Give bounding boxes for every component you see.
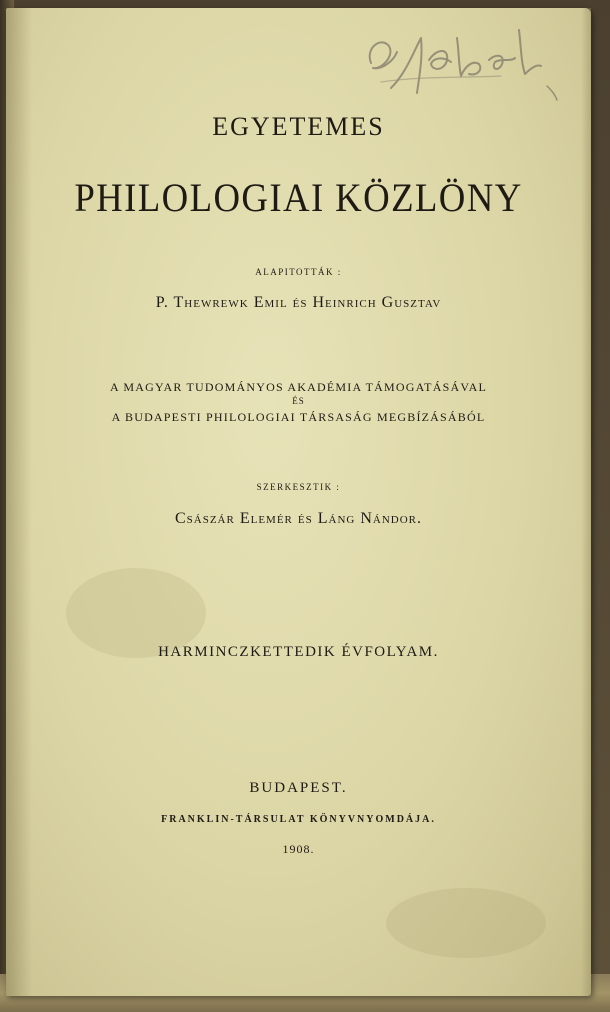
editors-label: SZERKESZTIK : [256, 482, 341, 492]
volume-number: HARMINCZKETTEDIK ÉVFOLYAM. [158, 644, 439, 660]
handwritten-signature [351, 18, 571, 118]
editors-names: Császár Elemér és Láng Nándor. [174, 510, 422, 527]
support-conjunction: ÉS [292, 396, 305, 406]
founders-label: ALAPITOTTÁK : [255, 267, 342, 277]
publication-city: BUDAPEST. [249, 780, 348, 796]
founders-names: P. Thewrewk Emil és Heinrich Gusztav [155, 294, 442, 311]
support-line-2: A BUDAPESTI PHILOLOGIAI TÁRSASÁG MEGBÍZÁSÁBÓL [111, 410, 486, 424]
support-line-1: A MAGYAR TUDOMÁNYOS AKADÉMIA TÁMOGATÁSÁVAL [109, 380, 488, 394]
journal-title-line-2: PHILOLOGIAI KÖZLÖNY [74, 175, 523, 220]
paper-stain [386, 888, 546, 958]
publication-year: 1908. [282, 842, 315, 856]
title-page [6, 8, 591, 996]
publisher-name: FRANKLIN-TÁRSULAT KÖNYVNYOMDÁJA. [161, 814, 436, 825]
journal-title-line-1: EGYETEMES [212, 112, 385, 141]
